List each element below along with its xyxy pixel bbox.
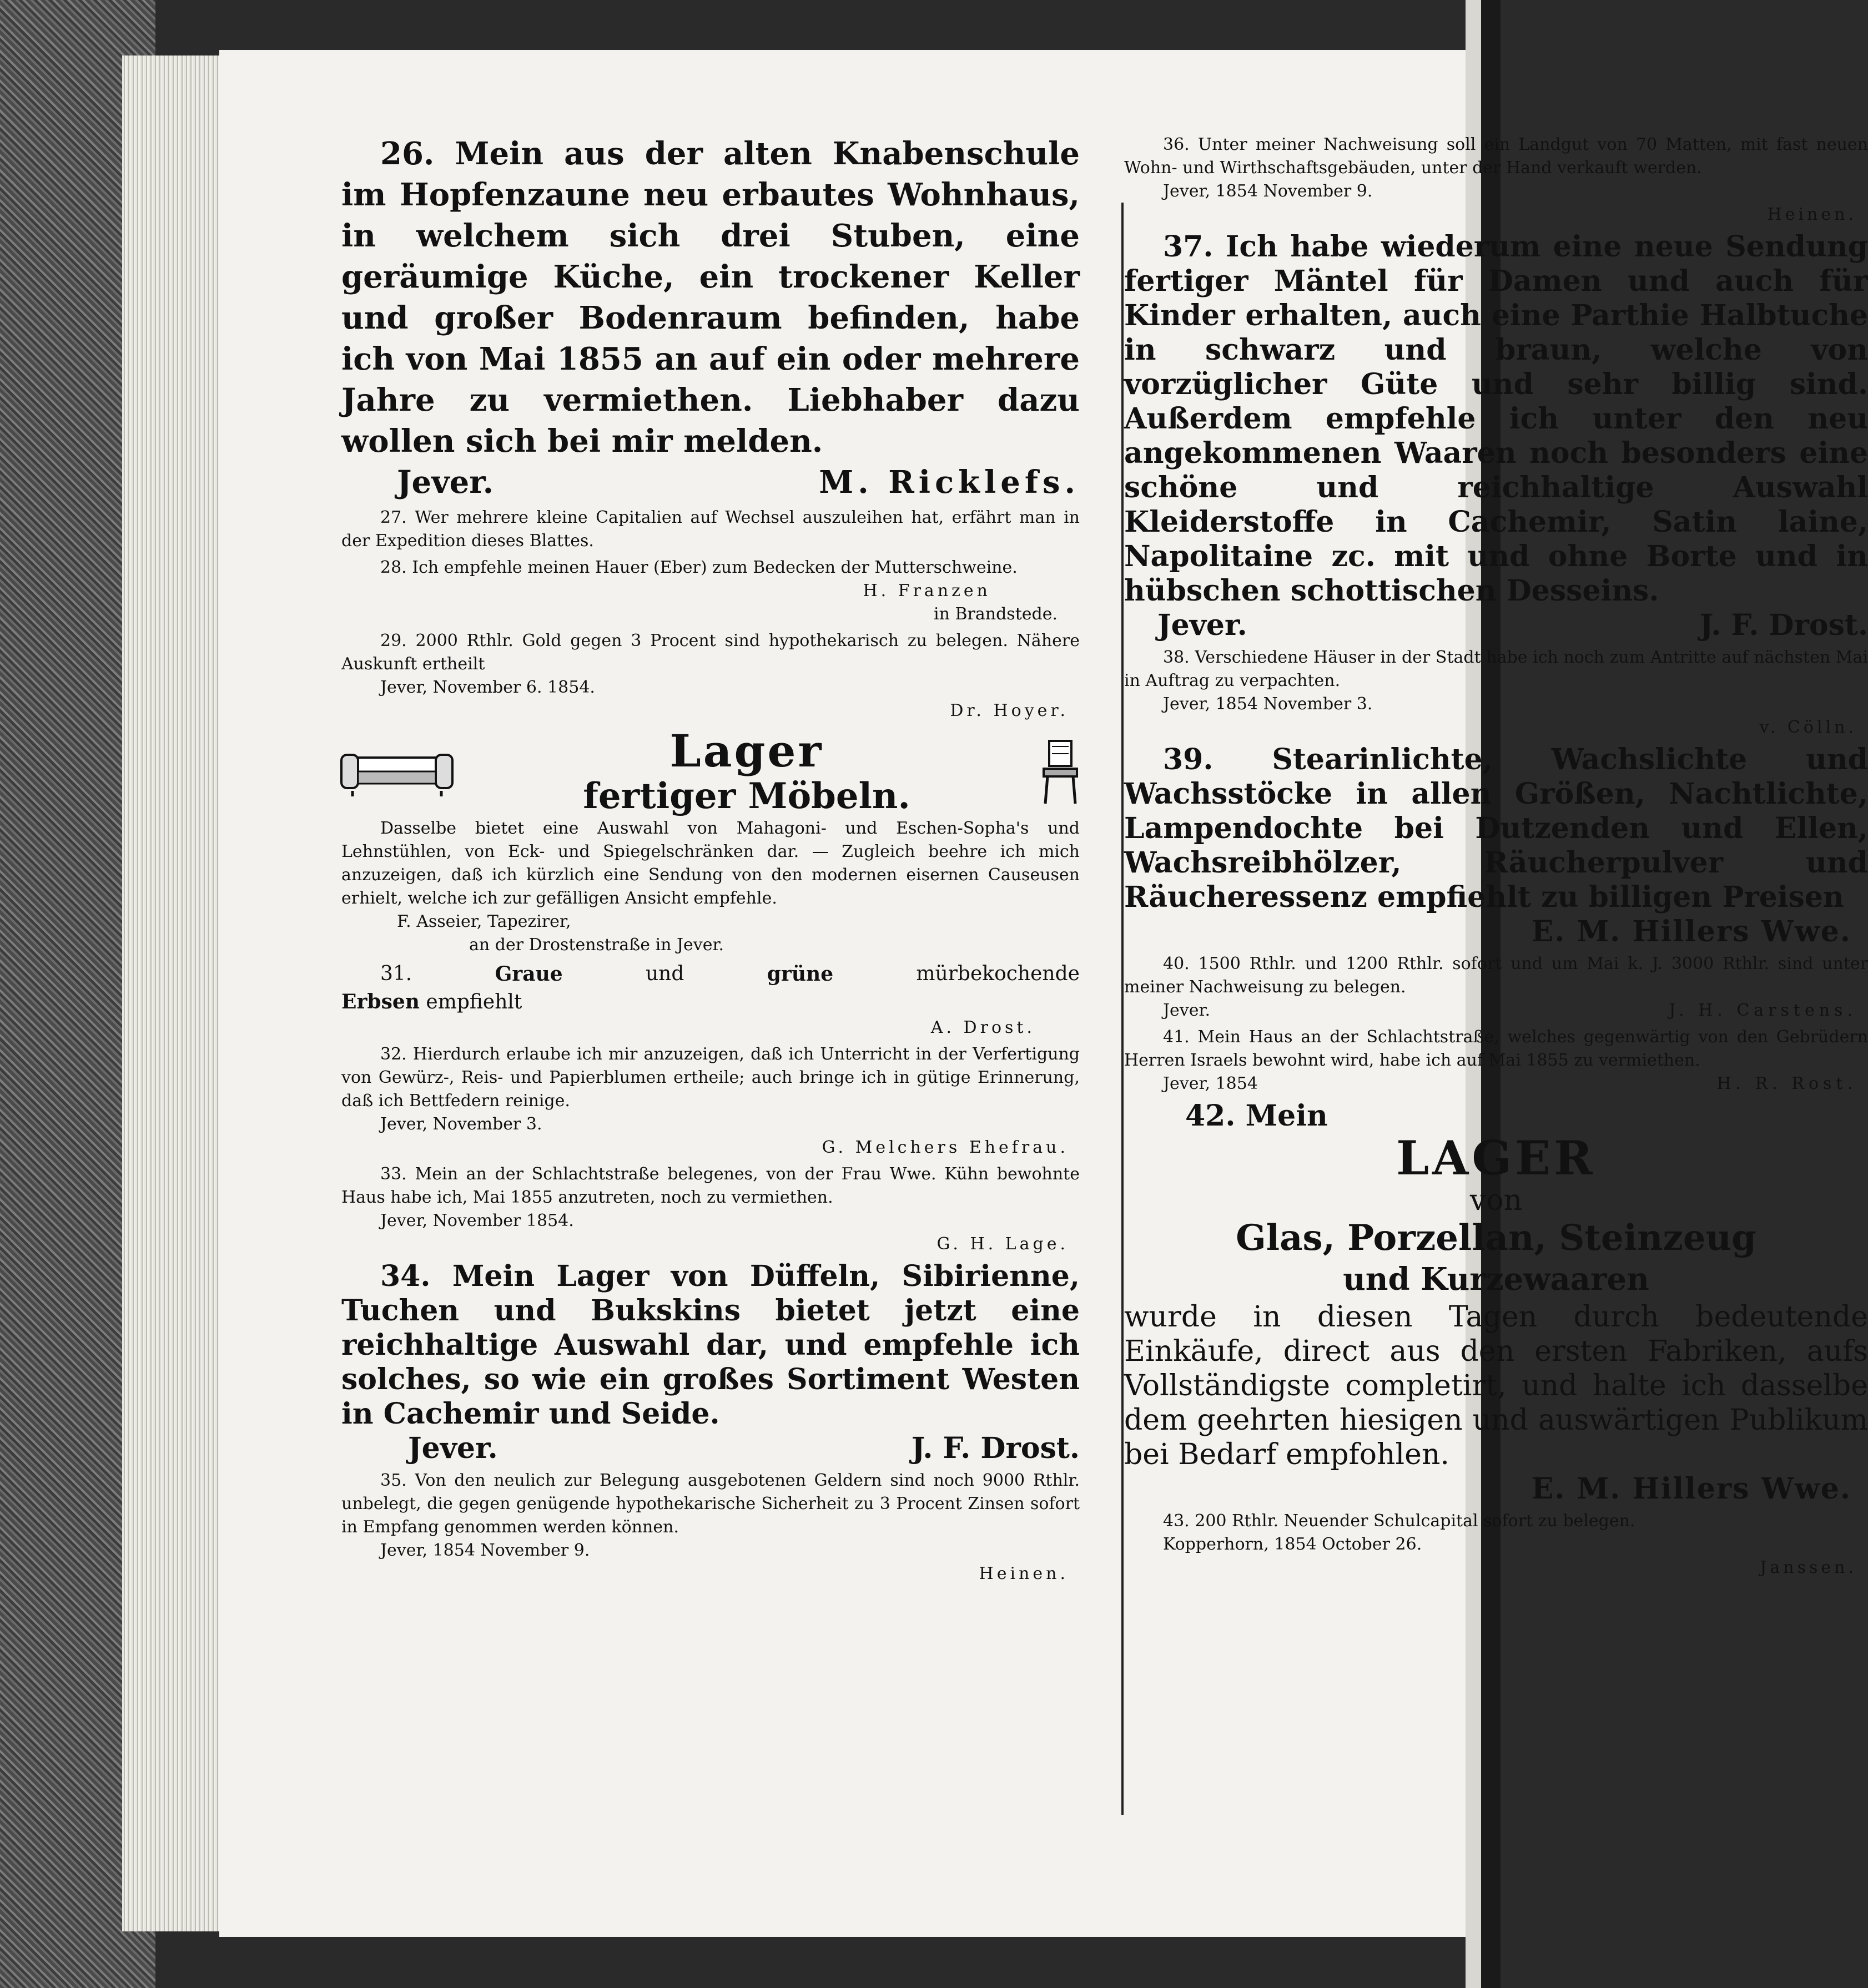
ad-32 [341,1043,1080,1159]
ad-41 [1124,1026,1868,1096]
ad-36-text: 36. Unter meiner Nachweisung soll ein Landgut von 70 Matten, mit fast neuen Wohn- und Wirthschaftsgebäuden, unter der Hand verkauft werden. [1124,135,1868,178]
ad-37-text: 37. Ich habe wiederum eine neue Sendung fertiger Mäntel für Damen und auch für Kinder erhalten, auch eine Parthie Halbtuche in schwarz und braun, welche von vorzüglicher Güte und sehr billig sind. Außerdem empfehle ich unter den neu angekommenen Waaren noch besonders eine schöne und reichhaltige Auswahl Kleiderstoffe in Cachemir, Satin laine, Napolitaine zc. mit und ohne Borte und in hübschen schottischen Desseins. [1124,230,1868,608]
ad-38-date: Jever, 1854 November 3. [1163,694,1373,714]
ad-42-intro: 42. Mein [1185,1099,1328,1133]
right-column [1124,133,1868,1580]
ad-38 [1124,646,1868,739]
ad-39-text: 39. Stearinlichte, Wachslichte und Wachsstöcke in allen Größen, Nachtlichte, Lampendochte bei Dutzenden und Ellen, Wachsreibhölzer, Räucherpulver und Räucheressenz empfiehlt zu billigen Preisen [1124,743,1868,914]
ad-40-footer [1124,999,1868,1022]
ad-31-line2 [341,988,1080,1016]
ad-43-signer: Janssen. [1760,1558,1857,1577]
ad-30-text: Dasselbe bietet eine Auswahl von Mahagoni- und Eschen-Sopha's und Lehnstühlen, von Eck- und Spiegelschränken dar. — Zugleich beehre ich mich anzuzeigen, daß ich kürzlich eine Sendung von den modernen eisernen Causeusen erhielt, welche ich zur gefälligen Ansicht empfehle. [341,819,1080,908]
ad-29-signer: Dr. Hoyer. [950,701,1069,720]
ad-31-num: 31. [380,962,412,985]
ad-37-signer: J. F. Drost. [1699,608,1868,642]
ad-29 [341,629,1080,723]
ad-32-date: Jever, November 3. [380,1114,542,1134]
ad-35-text: 35. Von den neulich zur Belegung ausgebotenen Geldern sind noch 9000 Rthlr. unbelegt, die gegen genügende hypothekarische Sicherheit zu 3 Procent Zinsen sofort in Empfang genommen werden können. [341,1471,1080,1537]
ad-28-signer: H. Franzen [863,581,991,601]
ad-33-date: Jever, November 1854. [380,1211,574,1230]
ad-33-signer: G. H. Lage. [936,1234,1069,1254]
ad-40-text: 40. 1500 Rthlr. und 1200 Rthlr. sofort und um Mai k. J. 3000 Rthlr. sind unter meiner Nachweisung zu belegen. [1124,954,1868,997]
ad-26 [341,133,1080,503]
ad-37-footer [1124,608,1868,643]
ad-31-word-gruene: grüne [767,962,834,986]
ad-27-text: 27. Wer mehrere kleine Capitalien auf Wechsel auszuleihen hat, erfährt man in der Expedition dieses Blattes. [341,508,1080,551]
ad-32-signer: G. Melchers Ehefrau. [822,1138,1069,1157]
ad-26-text: 26. Mein aus der alten Knabenschule im Hopfenzaune neu erbautes Wohnhaus, in welchem sich drei Stuben, eine geräumige Küche, ein trockener Keller und großer Bodenraum befinden, habe ich von Mai 1855 an auf ein oder mehrere Jahre zu vermiethen. Liebhaber dazu wollen sich bei mir melden. [341,135,1080,460]
ad-42-signer: E. M. Hillers Wwe. [1531,1472,1851,1506]
ad-41-date: Jever, 1854 [1163,1074,1258,1093]
ad-40 [1124,952,1868,1022]
ad-42-items: Glas, Porzellan, Steinzeug [1236,1217,1756,1259]
ad-26-signer: M. Ricklefs. [819,464,1080,501]
ad-30-title-line2: fertiger Möbeln. [583,775,910,817]
ad-34-text: 34. Mein Lager von Düffeln, Sibirienne, Tuchen und Bukskins bietet jetzt eine reichhaltige Auswahl dar, und empfehle ich solches, so wie ein großes Sortiment Westen in Cachemir und Seide. [341,1259,1080,1431]
ad-33-text: 33. Mein an der Schlachtstraße belegenes, von der Frau Wwe. Kühn bewohnte Haus habe ich, Mai 1855 anzutreten, noch zu vermiethen. [341,1164,1080,1207]
ad-28-place: in Brandstede. [934,604,1058,624]
ad-31-word-und: und [645,962,684,985]
ad-29-date: Jever, November 6. 1854. [380,678,595,697]
ad-30-place: an der Drostenstraße in Jever. [469,935,724,955]
ad-39 [1124,743,1868,949]
ad-36-signer: Heinen. [1767,205,1857,224]
ad-43-text: 43. 200 Rthlr. Neuender Schulcapital sofort zu belegen. [1163,1511,1635,1531]
ad-33 [341,1163,1080,1256]
ad-34-signer: J. F. Drost. [911,1431,1080,1465]
ad-42 [1124,1099,1868,1506]
ad-31-line1 [341,960,1080,988]
ad-31-word-graue: Graue [495,962,563,986]
ad-35 [341,1469,1080,1586]
ad-38-signer: v. Cölln. [1759,718,1857,737]
ad-37 [1124,230,1868,643]
ad-42-title: LAGER [1396,1131,1596,1185]
ad-28 [341,556,1080,626]
ad-42-items2: und Kurzewaaren [1343,1261,1649,1298]
ad-42-text: wurde in diesen Tagen durch bedeutende Einkäufe, direct aus den ersten Fabriken, aufs Vollständigste completirt, und halte ich dasselbe dem geehrten hiesigen und auswärtigen Publikum bei Bedarf empfohlen. [1124,1300,1868,1471]
ad-36-date: Jever, 1854 November 9. [1163,181,1373,201]
ad-41-signer: H. R. Rost. [1716,1074,1857,1093]
ad-31-word-empfiehlt: empfiehlt [426,991,522,1013]
ad-34-footer [341,1431,1080,1466]
ad-30-title-line1: Lager [669,725,824,777]
ad-31-word-muerbe: mürbekochende [916,962,1080,985]
ad-30-title [452,726,1041,817]
ad-35-date: Jever, 1854 November 9. [380,1541,590,1560]
ad-41-footer [1124,1072,1868,1096]
ad-43 [1124,1510,1868,1580]
ad-26-footer [341,462,1080,503]
left-column [341,133,1080,1586]
ad-34 [341,1259,1080,1466]
ad-41-text: 41. Mein Haus an der Schlachtstraße, welches gegenwärtig von den Gebrüdern Herren Israels bewohnt wird, habe ich auf Mai 1855 zu vermiethen. [1124,1027,1868,1070]
column-divider [1121,203,1124,1815]
ad-30-signer: F. Asseier, Tapezirer, [397,912,571,931]
ad-36 [1124,133,1868,226]
ad-31-signer: A. Drost. [930,1018,1035,1037]
page-edges [122,55,228,1931]
ad-31 [341,960,1080,1040]
ad-38-text: 38. Verschiedene Häuser in der Stadt habe ich noch zum Antritte auf nächsten Mai in Auftrag zu verpachten. [1124,648,1868,690]
ad-29-text: 29. 2000 Rthlr. Gold gegen 3 Procent sind hypothekarisch zu belegen. Nähere Auskunft ertheilt [341,631,1080,674]
ad-32-text: 32. Hierdurch erlaube ich mir anzuzeigen, daß ich Unterricht in der Verfertigung von Gewürz-, Reis- und Papierblumen ertheile; auch bringe ich in gütige Erinnerung, daß ich Bettfedern reinige. [341,1045,1080,1111]
ad-31-word-erbsen: Erbsen [341,990,420,1013]
ad-40-place: Jever. [1163,1001,1211,1020]
ad-28-text: 28. Ich empfehle meinen Hauer (Eber) zum Bedecken der Mutterschweine. [380,558,1018,577]
ad-30-header [341,726,1080,817]
ad-35-signer: Heinen. [979,1564,1069,1583]
sofa-illustration [341,746,452,796]
ad-40-signer: J. H. Carstens. [1669,1001,1857,1020]
ad-34-place: Jever. [408,1431,498,1465]
ad-26-place: Jever. [397,464,494,501]
ad-39-signer: E. M. Hillers Wwe. [1531,915,1851,948]
ad-42-von: von [1469,1184,1523,1217]
chair-illustration [1041,738,1080,805]
newspaper-page [219,50,1868,1937]
ad-37-place: Jever. [1157,608,1247,642]
ad-30 [341,726,1080,957]
ad-43-date: Kopperhorn, 1854 October 26. [1163,1535,1422,1554]
